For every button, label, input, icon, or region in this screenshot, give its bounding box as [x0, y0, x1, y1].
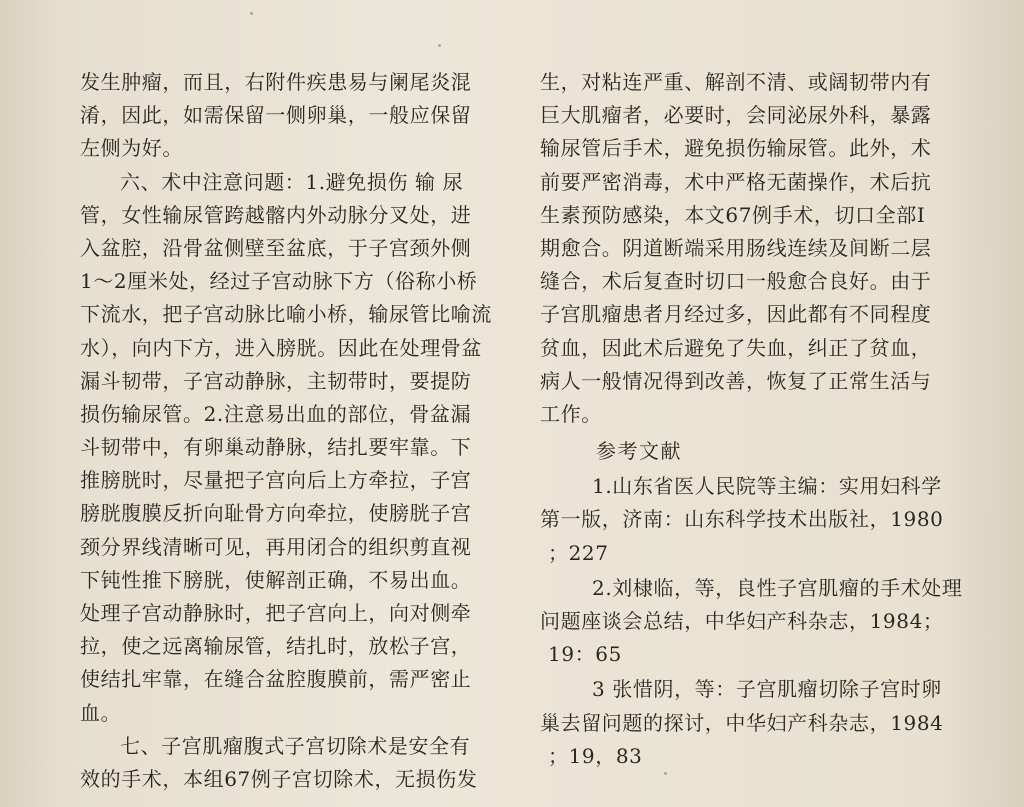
- paper-speck: [664, 772, 667, 775]
- text-line: 使结扎牢靠，在缝合盆腔腹膜前，需严密止: [80, 667, 472, 692]
- reference-line: 巢去留问题的探讨，中华妇产科杂志，1984: [540, 710, 944, 735]
- text-line: 缝合，术后复查时切口一般愈合良好。由于: [540, 269, 932, 294]
- text-line: 左侧为好。: [80, 136, 183, 161]
- right-column: [540, 66, 972, 773]
- text-line: 颈分界线清晰可见，再用闭合的组织剪直视: [80, 534, 472, 559]
- left-column: [80, 66, 508, 796]
- text-line: 1～2厘米处，经过子宫动脉下方（俗称小桥: [80, 269, 478, 294]
- paper-speck: [250, 12, 253, 15]
- text-line: 生，对粘连严重、解剖不清、或阔韧带内有: [540, 70, 932, 94]
- text-line: 下流水，把子宫动脉比喻小桥，输尿管比喻流: [80, 302, 492, 327]
- text-line: 处理子宫动静脉时，把子宫向上，向对侧牵: [80, 601, 472, 625]
- text-line: 下钝性推下膀胱，使解剖正确，不易出血。: [80, 567, 472, 592]
- reference-line: 2.刘棣临，等，良性子宫肌瘤的手术处理: [592, 575, 963, 600]
- reference-line: 第一版，济南：山东科学技术出版社，1980: [540, 507, 944, 532]
- paper-speck: [438, 44, 441, 47]
- text-line: 漏斗韧带，子宫动静脉，主韧带时，要提防: [80, 368, 472, 393]
- text-line: 贫血，因此术后避免了失血，纠正了贫血，: [540, 335, 932, 360]
- text-line: 工作。: [540, 401, 602, 426]
- text-line: 病人一般情况得到改善，恢复了正常生活与: [540, 368, 932, 393]
- reference-line: ；227: [548, 540, 609, 565]
- reference-line: 问题座谈会总结，中华妇产科杂志，1984；: [540, 609, 944, 633]
- text-line: 巨大肌瘤者，必要时，会同泌尿外科，暴露: [540, 103, 932, 128]
- reference-line: 3 张惜阴，等：子宫肌瘤切除子宫时卵: [592, 677, 942, 702]
- text-line: 前要严密消毒，术中严格无菌操作，术后抗: [540, 169, 932, 194]
- reference-line: 19：65: [548, 642, 622, 667]
- text-line: 输尿管后手术，避免损伤输尿管。此外，术: [540, 136, 932, 161]
- reference-item: [540, 572, 972, 672]
- text-line: 膀胱腹膜反折向耻骨方向牵拉，使膀胱子宫: [80, 501, 472, 526]
- section-heading-line: 六、术中注意问题：1.避免损伤 输 尿: [120, 169, 464, 194]
- reference-line: 1.山东省医人民院等主编：实用妇科学: [592, 474, 942, 499]
- text-line: 推膀胱时，尽量把子宫向后上方牵拉，子宫: [80, 468, 472, 493]
- text-line: 斗韧带中，有卵巢动静脉，结扎要牢靠。下: [80, 435, 472, 460]
- text-line: 拉，使之远离输尿管，结扎时，放松子宫，: [80, 634, 472, 659]
- text-line: 子宫肌瘤患者月经过多，因此都有不同程度: [540, 302, 932, 327]
- reference-item: [540, 673, 972, 773]
- text-line: 损伤输尿管。2.注意易出血的部位，骨盆漏: [80, 401, 472, 426]
- references-heading: 参考文献: [596, 439, 682, 464]
- text-line: 期愈合。阴道断端采用肠线连续及间断二层: [540, 235, 932, 260]
- text-line: 管，女性输尿管跨越髂内外动脉分叉处，进: [80, 202, 472, 227]
- text-line: 水），向内下方，进入膀胱。因此在处理骨盆: [80, 335, 482, 360]
- text-line: 发生肿瘤，而且，右附件疾患易与阑尾炎混: [80, 70, 472, 94]
- text-line: 血。: [80, 700, 122, 725]
- text-line: 淆，因此，如需保留一侧卵巢，一般应保留: [80, 103, 472, 128]
- text-line: 效的手术，本组67例子宫切除术，无损伤发: [80, 766, 478, 791]
- section-heading-line: 七、子宫肌瘤腹式子宫切除术是安全有: [120, 733, 471, 758]
- text-line: 生素预防感染，本文67例手术，切口全部Ⅰ: [540, 202, 926, 227]
- reference-line: ；19，83: [548, 743, 643, 768]
- reference-item: [540, 470, 972, 570]
- text-line: 入盆腔，沿骨盆侧壁至盆底，于子宫颈外侧: [80, 235, 472, 260]
